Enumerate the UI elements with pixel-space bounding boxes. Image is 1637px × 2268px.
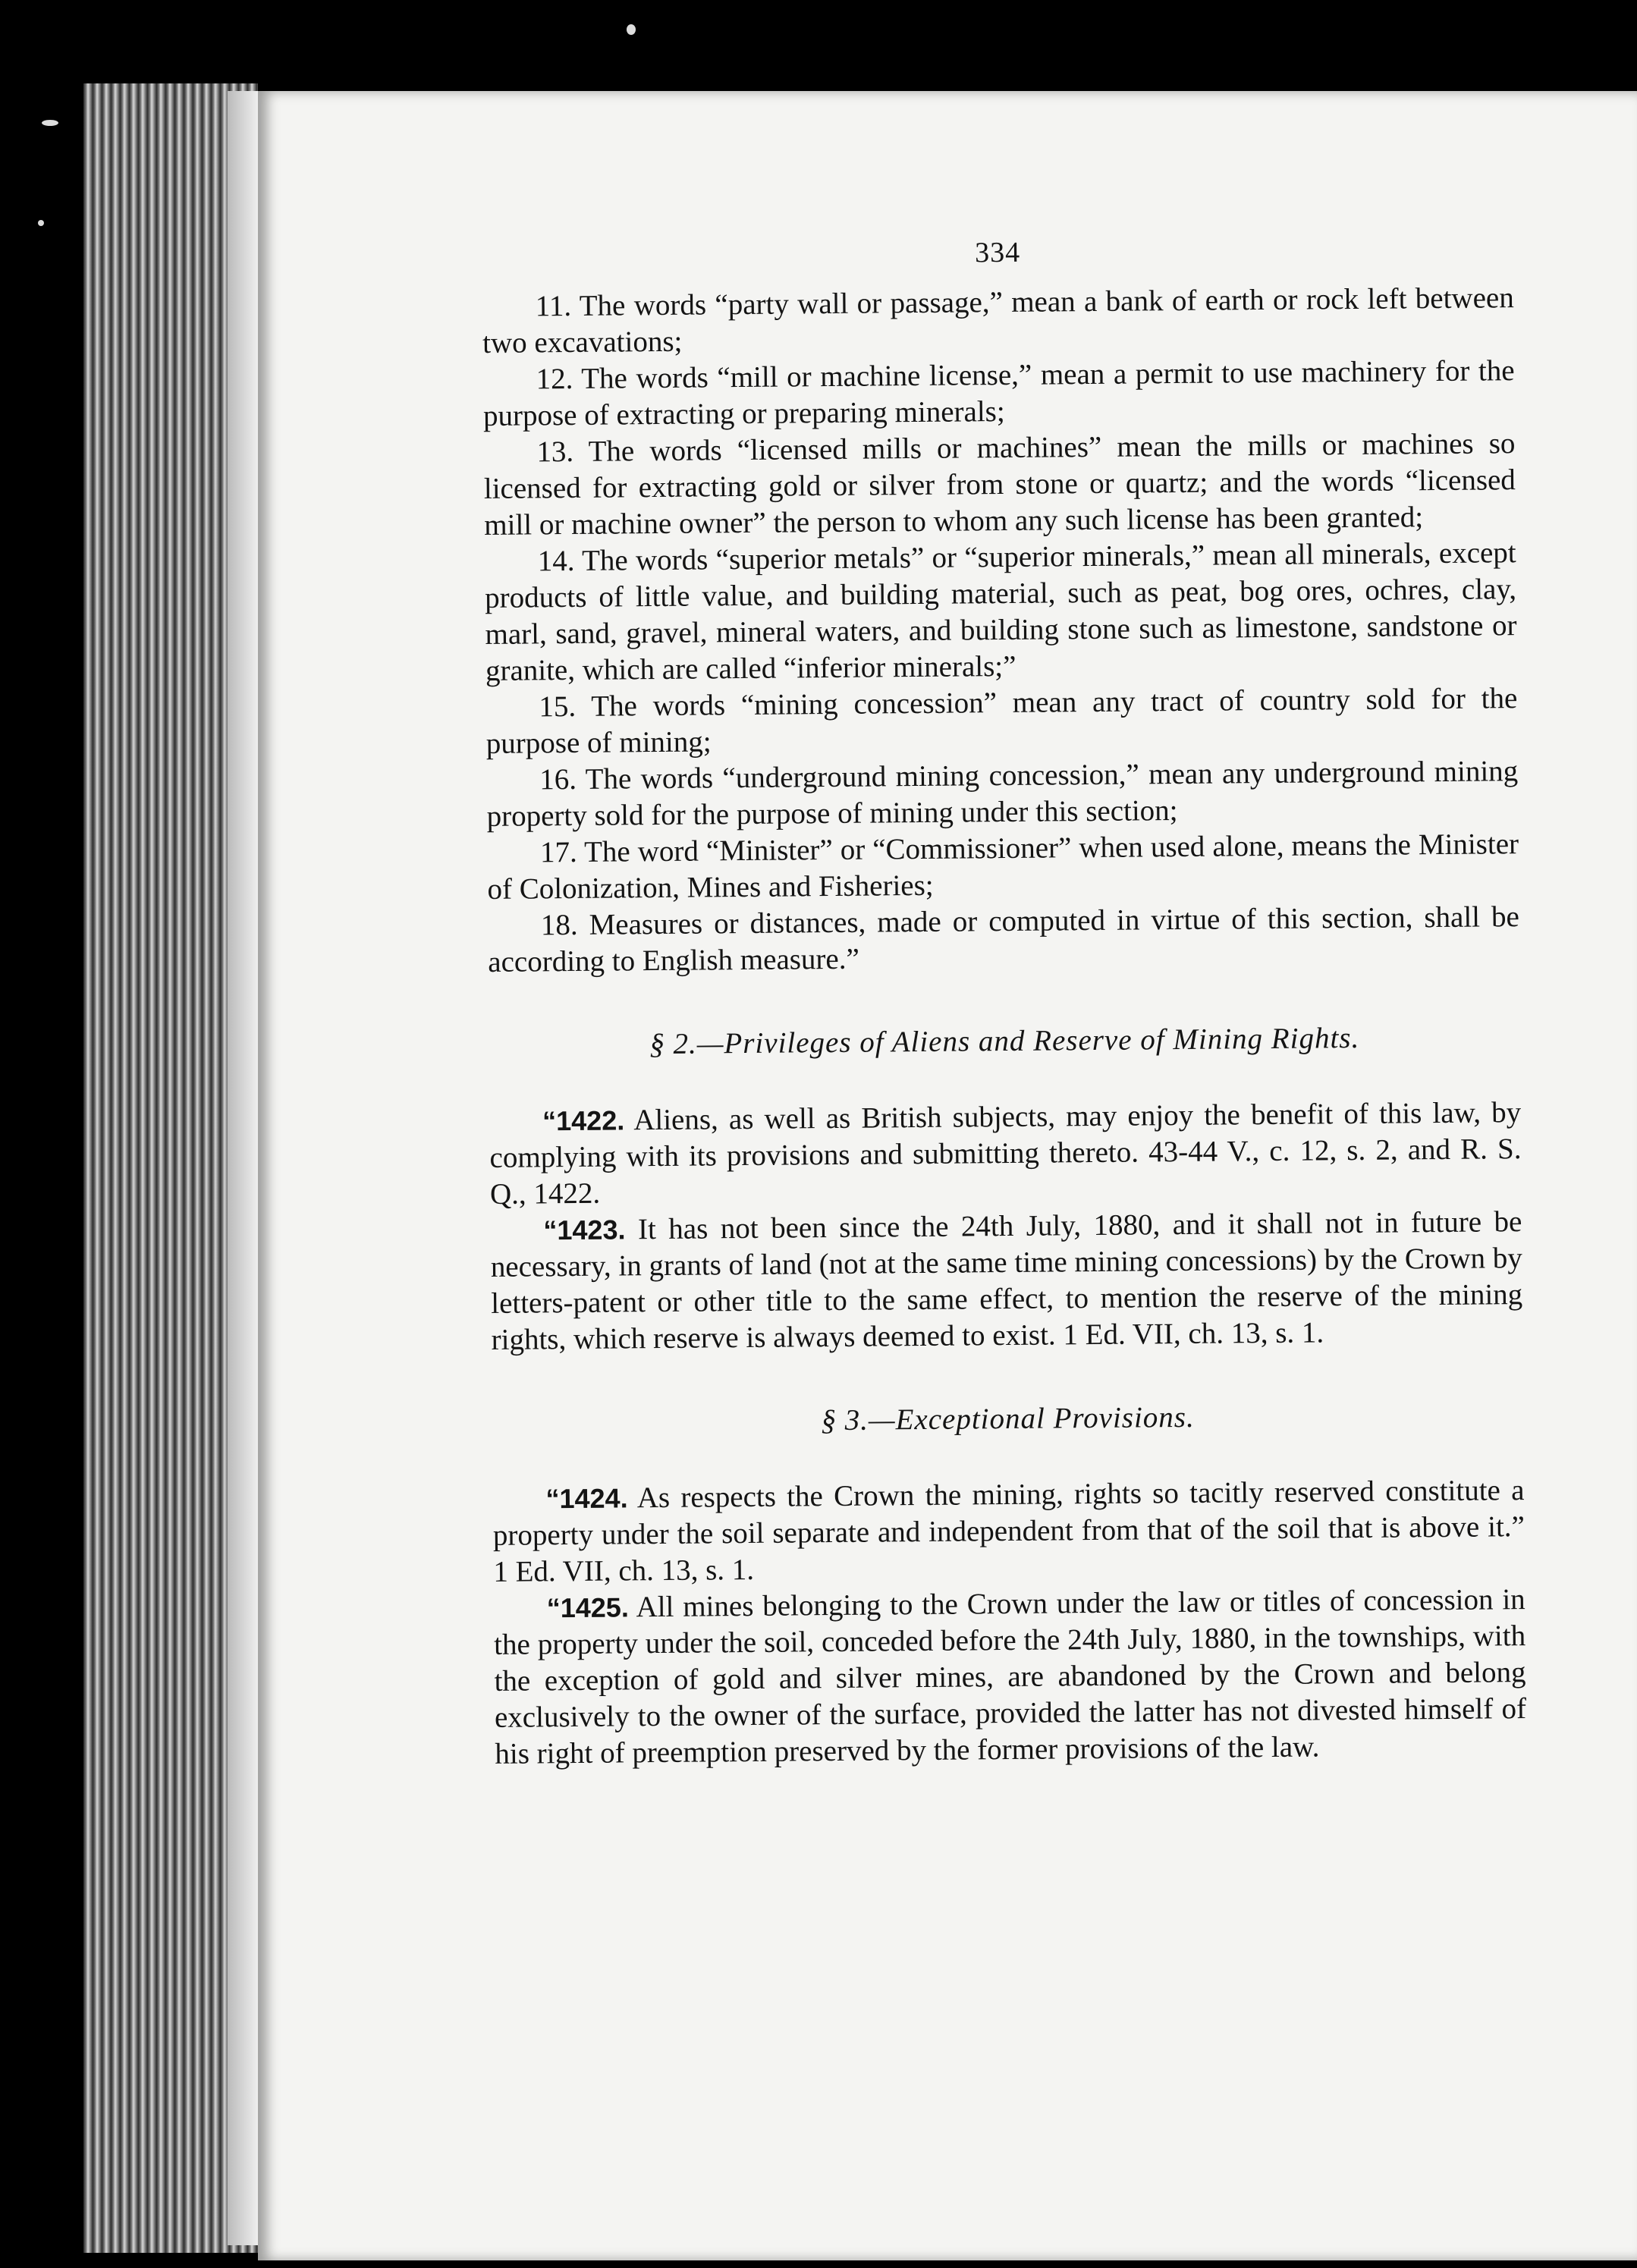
article-number: “1424. [545, 1482, 628, 1515]
definition-18: 18. Measures or distances, made or computed in virtue of this section, shall be according to English measure.” [488, 900, 1520, 979]
section-2-heading: § 2.—Privileges of Aliens and Reserve of Mining Rights. [649, 1021, 1360, 1061]
article-number: “1425. [546, 1591, 630, 1624]
scan-speck [627, 24, 636, 35]
article-1424 [492, 1472, 1525, 1591]
article-1422 [489, 1095, 1522, 1213]
article-1425 [494, 1582, 1527, 1773]
page-text [482, 230, 1527, 1773]
article-text: Aliens, as well as British subjects, may enjoy the benefit of this law, by complying with its provisions and submitting thereto. 43-44 V., c. 12, s. 2, and R. S. Q., 1422. [489, 1096, 1522, 1211]
definition-12: 12. The words “mill or machine license,” mean a permit to use machinery for the purpose of extracting or preparing minerals; [482, 354, 1515, 432]
article-number: “1423. [543, 1214, 626, 1246]
article-text: As respects the Crown the mining, rights so tacitly reserved constitute a property under the soil separate and independent from that of the soil that is above it.” 1 Ed. VII, ch. 13, s. 1. [492, 1474, 1525, 1588]
page-number: 334 [975, 236, 1021, 269]
definition-17: 17. The word “Minister” or “Commissioner” when used alone, means the Minister of Colonization, Mines and Fisheries; [487, 828, 1519, 906]
section-3-heading: § 3.—Exceptional Provisions. [821, 1400, 1195, 1437]
book-page [258, 91, 1637, 2260]
definition-16: 16. The words “underground mining concession,” mean any underground mining property sold for the purpose of mining under this section; [486, 755, 1519, 833]
page-gutter [228, 91, 258, 2245]
definition-14: 14. The words “superior metals” or “superior minerals,” mean all minerals, except products of little value, and building material, such as peat, bog ores, ochres, clay, marl, sand, gravel, mineral waters, and building stone such as limestone, sandstone or granite, which are called “inferior minerals;” [484, 536, 1517, 687]
article-1423 [490, 1204, 1523, 1359]
scan-speck [38, 220, 44, 226]
article-text: It has not been since the 24th July, 1880, and it shall not in future be necessary, in grants of land (not at the same time mining concessions) by the Crown by letters-patent or other title to the same effect, to mention the reserve of the mining rights, which reserve is always deemed to exist. 1 Ed. VII, ch. 13, s. 1. [490, 1205, 1523, 1356]
article-number: “1422. [542, 1104, 625, 1137]
definition-11: 11. The words “party wall or passage,” mean a bank of earth or rock left between two excavations; [482, 281, 1514, 360]
definition-15: 15. The words “mining concession” mean any tract of country sold for the purpose of mining; [485, 682, 1518, 760]
scan-speck [42, 120, 58, 126]
article-text: All mines belonging to the Crown under the law or titles of concession in the property under the soil, conceded before the 24th July, 1880, in the townships, with the exception of gold and silver mines, are abandoned by the Crown and belong exclusively to the owner of the surface, provided the latter has not divested himself of his right of preemption preserved by the former provisions of the law. [493, 1583, 1527, 1770]
definition-13: 13. The words “licensed mills or machines” mean the mills or machines so licensed for extracting gold or silver from stone or quartz; and the words “licensed mill or machine owner” the person to whom any such license has been granted; [483, 427, 1516, 542]
